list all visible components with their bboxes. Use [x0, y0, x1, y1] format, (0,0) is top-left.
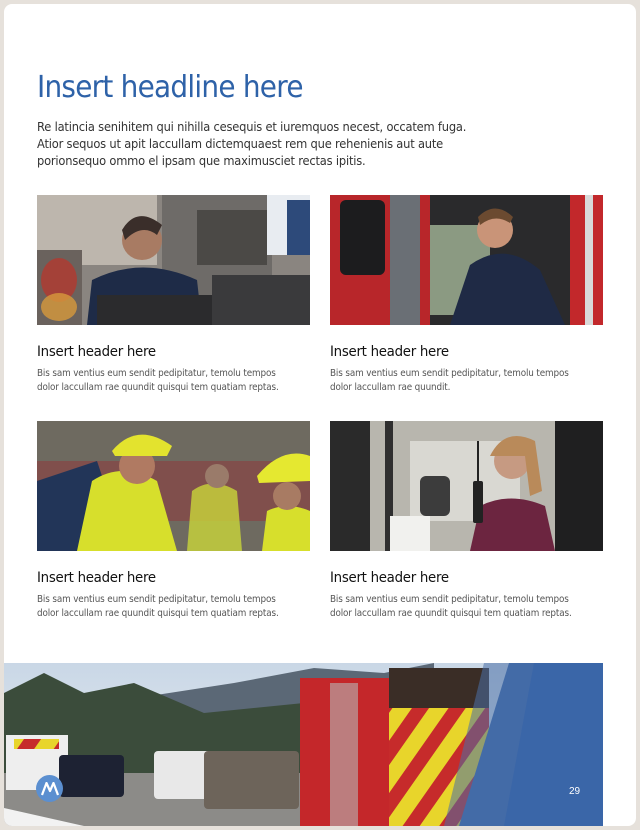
intro-paragraph: Re latincia senihitem qui nihilla cesequis et iuremquos necest, occatem fuga. Atior sequos ut apit laccullam dictemquaest rem que rehenienis aut aute porionsequo ommo el ipsam que maximusciet rectas ipitis.: [37, 120, 467, 168]
woman-with-radio-photo: [330, 421, 603, 551]
page-headline: Insert headline here: [37, 70, 303, 105]
document-page: [4, 4, 636, 826]
page-number: 29: [569, 786, 581, 797]
card-title: Insert header here: [37, 344, 156, 360]
card-title: Insert header here: [330, 344, 449, 360]
motorola-logo-icon: [36, 775, 63, 802]
card-body: Bis sam ventius eum sendit pedipitatur, temolu tempos dolor laccullam rae quundit quisqui tem quatiam reptas.: [330, 594, 572, 619]
card-title: Insert header here: [37, 570, 156, 586]
card-body: Bis sam ventius eum sendit pedipitatur, temolu tempos dolor laccullam rae quundit quisqui tem quatiam reptas.: [37, 368, 279, 393]
emergency-vehicles-mountain-photo: [4, 663, 603, 826]
responders-in-helmets-photo: [37, 421, 310, 551]
card-body: Bis sam ventius eum sendit pedipitatur, temolu tempos dolor laccullam rae quundit quisqui tem quatiam reptas.: [37, 594, 279, 619]
dispatcher-at-monitors-photo: [37, 195, 310, 325]
firefighter-in-truck-cab-photo: [330, 195, 603, 325]
card-body: Bis sam ventius eum sendit pedipitatur, temolu tempos dolor laccullam rae quundit.: [330, 368, 569, 393]
card-title: Insert header here: [330, 570, 449, 586]
